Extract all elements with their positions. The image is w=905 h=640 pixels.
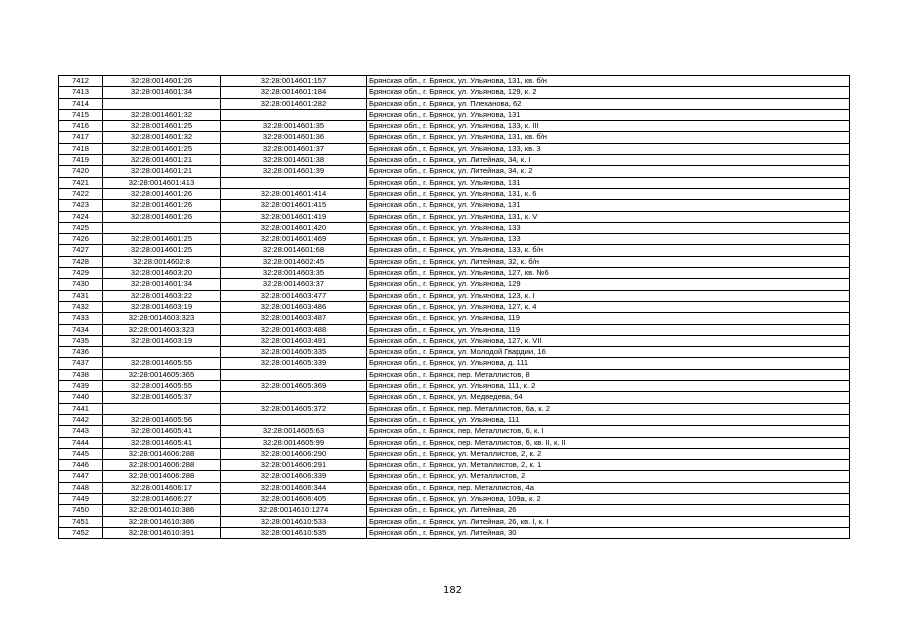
building-cadastral-cell <box>221 177 367 188</box>
row-number-cell: 7413 <box>59 87 103 98</box>
address-cell: Брянская обл., г. Брянск, ул. Ульянова, 127, кв. №6 <box>367 268 850 279</box>
table-row <box>59 222 850 233</box>
parcel-cadastral-cell <box>103 98 221 109</box>
table-row <box>59 143 850 154</box>
parcel-cadastral-cell: 32:28:0014605:56 <box>103 414 221 425</box>
parcel-cadastral-cell: 32:28:0014606:17 <box>103 482 221 493</box>
parcel-cadastral-cell: 32:28:0014601:32 <box>103 109 221 120</box>
row-number-cell: 7452 <box>59 527 103 538</box>
table-row <box>59 301 850 312</box>
address-cell: Брянская обл., г. Брянск, ул. Ульянова, 123, к. I <box>367 290 850 301</box>
parcel-cadastral-cell: 32:28:0014603:323 <box>103 313 221 324</box>
row-number-cell: 7426 <box>59 234 103 245</box>
address-cell: Брянская обл., г. Брянск, пер. Металлистов, 6, кв. II, к. II <box>367 437 850 448</box>
parcel-cadastral-cell: 32:28:0014601:34 <box>103 87 221 98</box>
address-cell: Брянская обл., г. Брянск, ул. Ульянова, 119 <box>367 313 850 324</box>
row-number-cell: 7430 <box>59 279 103 290</box>
row-number-cell: 7451 <box>59 516 103 527</box>
address-cell: Брянская обл., г. Брянск, ул. Медведева, 64 <box>367 392 850 403</box>
parcel-cadastral-cell: 32:28:0014601:21 <box>103 155 221 166</box>
parcel-cadastral-cell: 32:28:0014605:365 <box>103 369 221 380</box>
parcel-cadastral-cell: 32:28:0014601:26 <box>103 188 221 199</box>
parcel-cadastral-cell: 32:28:0014601:34 <box>103 279 221 290</box>
parcel-cadastral-cell: 32:28:0014601:32 <box>103 132 221 143</box>
table-row <box>59 200 850 211</box>
table-row <box>59 313 850 324</box>
row-number-cell: 7417 <box>59 132 103 143</box>
table-row <box>59 505 850 516</box>
row-number-cell: 7431 <box>59 290 103 301</box>
building-cadastral-cell: 32:28:0014603:488 <box>221 324 367 335</box>
parcel-cadastral-cell: 32:28:0014603:323 <box>103 324 221 335</box>
address-cell: Брянская обл., г. Брянск, ул. Литейная, 26, кв. I, к. I <box>367 516 850 527</box>
address-cell: Брянская обл., г. Брянск, ул. Ульянова, д. 111 <box>367 358 850 369</box>
parcel-cadastral-cell: 32:28:0014601:21 <box>103 166 221 177</box>
row-number-cell: 7412 <box>59 76 103 87</box>
row-number-cell: 7419 <box>59 155 103 166</box>
parcel-cadastral-cell: 32:28:0014601:26 <box>103 76 221 87</box>
row-number-cell: 7440 <box>59 392 103 403</box>
table-row <box>59 76 850 87</box>
building-cadastral-cell: 32:28:0014605:369 <box>221 381 367 392</box>
address-cell: Брянская обл., г. Брянск, ул. Литейная, 32, к. б/н <box>367 256 850 267</box>
parcel-cadastral-cell: 32:28:0014602:8 <box>103 256 221 267</box>
parcel-cadastral-cell: 32:28:0014605:55 <box>103 381 221 392</box>
building-cadastral-cell: 32:28:0014605:335 <box>221 347 367 358</box>
parcel-cadastral-cell <box>103 222 221 233</box>
building-cadastral-cell: 32:28:0014610:1274 <box>221 505 367 516</box>
address-cell: Брянская обл., г. Брянск, ул. Ульянова, 131 <box>367 177 850 188</box>
row-number-cell: 7423 <box>59 200 103 211</box>
building-cadastral-cell: 32:28:0014603:487 <box>221 313 367 324</box>
row-number-cell: 7448 <box>59 482 103 493</box>
building-cadastral-cell: 32:28:0014606:405 <box>221 493 367 504</box>
building-cadastral-cell: 32:28:0014606:344 <box>221 482 367 493</box>
parcel-cadastral-cell: 32:28:0014603:20 <box>103 268 221 279</box>
row-number-cell: 7433 <box>59 313 103 324</box>
building-cadastral-cell: 32:28:0014601:415 <box>221 200 367 211</box>
building-cadastral-cell: 32:28:0014603:477 <box>221 290 367 301</box>
table-row <box>59 358 850 369</box>
row-number-cell: 7450 <box>59 505 103 516</box>
building-cadastral-cell: 32:28:0014601:419 <box>221 211 367 222</box>
table-row <box>59 527 850 538</box>
address-cell: Брянская обл., г. Брянск, ул. Ульянова, 109а, к. 2 <box>367 493 850 504</box>
parcel-cadastral-cell: 32:28:0014606:27 <box>103 493 221 504</box>
parcel-cadastral-cell: 32:28:0014601:25 <box>103 245 221 256</box>
row-number-cell: 7439 <box>59 381 103 392</box>
row-number-cell: 7441 <box>59 403 103 414</box>
building-cadastral-cell: 32:28:0014603:486 <box>221 301 367 312</box>
building-cadastral-cell: 32:28:0014601:184 <box>221 87 367 98</box>
row-number-cell: 7424 <box>59 211 103 222</box>
address-cell: Брянская обл., г. Брянск, ул. Литейная, 30 <box>367 527 850 538</box>
building-cadastral-cell: 32:28:0014606:291 <box>221 460 367 471</box>
parcel-cadastral-cell: 32:28:0014601:25 <box>103 234 221 245</box>
row-number-cell: 7437 <box>59 358 103 369</box>
address-cell: Брянская обл., г. Брянск, ул. Ульянова, 129 <box>367 279 850 290</box>
building-cadastral-cell: 32:28:0014601:36 <box>221 132 367 143</box>
row-number-cell: 7429 <box>59 268 103 279</box>
building-cadastral-cell: 32:28:0014601:469 <box>221 234 367 245</box>
row-number-cell: 7414 <box>59 98 103 109</box>
row-number-cell: 7416 <box>59 121 103 132</box>
row-number-cell: 7418 <box>59 143 103 154</box>
address-cell: Брянская обл., г. Брянск, ул. Литейная, 26 <box>367 505 850 516</box>
parcel-cadastral-cell: 32:28:0014601:413 <box>103 177 221 188</box>
address-cell: Брянская обл., г. Брянск, ул. Литейная, 34, к. I <box>367 155 850 166</box>
address-cell: Брянская обл., г. Брянск, ул. Молодой Гвардии, 16 <box>367 347 850 358</box>
table-row <box>59 121 850 132</box>
table-row <box>59 177 850 188</box>
building-cadastral-cell <box>221 414 367 425</box>
building-cadastral-cell <box>221 369 367 380</box>
table-row <box>59 98 850 109</box>
table-row <box>59 87 850 98</box>
address-cell: Брянская обл., г. Брянск, пер. Металлистов, 8 <box>367 369 850 380</box>
address-cell: Брянская обл., г. Брянск, ул. Ульянова, 133 <box>367 222 850 233</box>
parcel-cadastral-cell: 32:28:0014605:41 <box>103 437 221 448</box>
table-row <box>59 109 850 120</box>
table-row <box>59 234 850 245</box>
address-cell: Брянская обл., г. Брянск, ул. Ульянова, 133, к. III <box>367 121 850 132</box>
address-cell: Брянская обл., г. Брянск, ул. Ульянова, 131, к. 6 <box>367 188 850 199</box>
property-table-body <box>59 76 850 539</box>
table-row <box>59 166 850 177</box>
address-cell: Брянская обл., г. Брянск, ул. Ульянова, 131, к. V <box>367 211 850 222</box>
address-cell: Брянская обл., г. Брянск, пер. Металлистов, 6а, к. 2 <box>367 403 850 414</box>
building-cadastral-cell: 32:28:0014601:35 <box>221 121 367 132</box>
building-cadastral-cell: 32:28:0014601:414 <box>221 188 367 199</box>
address-cell: Брянская обл., г. Брянск, ул. Ульянова, 131 <box>367 200 850 211</box>
building-cadastral-cell: 32:28:0014610:535 <box>221 527 367 538</box>
building-cadastral-cell: 32:28:0014605:99 <box>221 437 367 448</box>
table-row <box>59 381 850 392</box>
building-cadastral-cell: 32:28:0014601:68 <box>221 245 367 256</box>
row-number-cell: 7434 <box>59 324 103 335</box>
parcel-cadastral-cell: 32:28:0014603:19 <box>103 301 221 312</box>
table-row <box>59 245 850 256</box>
parcel-cadastral-cell: 32:28:0014606:288 <box>103 460 221 471</box>
building-cadastral-cell <box>221 392 367 403</box>
table-row <box>59 460 850 471</box>
address-cell: Брянская обл., г. Брянск, ул. Плеханова, 62 <box>367 98 850 109</box>
row-number-cell: 7445 <box>59 448 103 459</box>
building-cadastral-cell: 32:28:0014605:372 <box>221 403 367 414</box>
building-cadastral-cell: 32:28:0014603:35 <box>221 268 367 279</box>
table-row <box>59 471 850 482</box>
address-cell: Брянская обл., г. Брянск, ул. Литейная, 34, к. 2 <box>367 166 850 177</box>
address-cell: Брянская обл., г. Брянск, ул. Металлистов, 2, к. 1 <box>367 460 850 471</box>
table-row <box>59 256 850 267</box>
building-cadastral-cell <box>221 109 367 120</box>
address-cell: Брянская обл., г. Брянск, ул. Ульянова, 111 <box>367 414 850 425</box>
row-number-cell: 7438 <box>59 369 103 380</box>
parcel-cadastral-cell: 32:28:0014605:41 <box>103 426 221 437</box>
parcel-cadastral-cell: 32:28:0014601:26 <box>103 211 221 222</box>
building-cadastral-cell: 32:28:0014603:37 <box>221 279 367 290</box>
row-number-cell: 7432 <box>59 301 103 312</box>
building-cadastral-cell: 32:28:0014610:533 <box>221 516 367 527</box>
row-number-cell: 7435 <box>59 335 103 346</box>
row-number-cell: 7428 <box>59 256 103 267</box>
address-cell: Брянская обл., г. Брянск, пер. Металлистов, 6, к. I <box>367 426 850 437</box>
table-row <box>59 482 850 493</box>
table-row <box>59 392 850 403</box>
table-row <box>59 516 850 527</box>
table-row <box>59 290 850 301</box>
address-cell: Брянская обл., г. Брянск, пер. Металлистов, 4а <box>367 482 850 493</box>
building-cadastral-cell: 32:28:0014602:45 <box>221 256 367 267</box>
parcel-cadastral-cell: 32:28:0014605:55 <box>103 358 221 369</box>
address-cell: Брянская обл., г. Брянск, ул. Ульянова, 129, к. 2 <box>367 87 850 98</box>
row-number-cell: 7436 <box>59 347 103 358</box>
table-row <box>59 211 850 222</box>
parcel-cadastral-cell: 32:28:0014601:26 <box>103 200 221 211</box>
table-row <box>59 335 850 346</box>
address-cell: Брянская обл., г. Брянск, ул. Ульянова, 127, к. VII <box>367 335 850 346</box>
row-number-cell: 7415 <box>59 109 103 120</box>
parcel-cadastral-cell: 32:28:0014603:19 <box>103 335 221 346</box>
table-row <box>59 132 850 143</box>
parcel-cadastral-cell: 32:28:0014601:25 <box>103 143 221 154</box>
property-table <box>58 75 850 539</box>
building-cadastral-cell: 32:28:0014601:37 <box>221 143 367 154</box>
row-number-cell: 7421 <box>59 177 103 188</box>
row-number-cell: 7427 <box>59 245 103 256</box>
building-cadastral-cell: 32:28:0014605:63 <box>221 426 367 437</box>
parcel-cadastral-cell: 32:28:0014605:37 <box>103 392 221 403</box>
building-cadastral-cell: 32:28:0014606:339 <box>221 471 367 482</box>
table-row <box>59 347 850 358</box>
parcel-cadastral-cell <box>103 403 221 414</box>
row-number-cell: 7425 <box>59 222 103 233</box>
parcel-cadastral-cell: 32:28:0014606:288 <box>103 448 221 459</box>
building-cadastral-cell: 32:28:0014601:282 <box>221 98 367 109</box>
address-cell: Брянская обл., г. Брянск, ул. Ульянова, 119 <box>367 324 850 335</box>
address-cell: Брянская обл., г. Брянск, ул. Ульянова, 131 <box>367 109 850 120</box>
address-cell: Брянская обл., г. Брянск, ул. Ульянова, 131, кв. б/н <box>367 76 850 87</box>
page-number: 182 <box>442 585 463 596</box>
row-number-cell: 7420 <box>59 166 103 177</box>
row-number-cell: 7444 <box>59 437 103 448</box>
address-cell: Брянская обл., г. Брянск, ул. Металлистов, 2 <box>367 471 850 482</box>
building-cadastral-cell: 32:28:0014601:420 <box>221 222 367 233</box>
building-cadastral-cell: 32:28:0014606:290 <box>221 448 367 459</box>
row-number-cell: 7422 <box>59 188 103 199</box>
row-number-cell: 7442 <box>59 414 103 425</box>
building-cadastral-cell: 32:28:0014601:38 <box>221 155 367 166</box>
table-row <box>59 268 850 279</box>
building-cadastral-cell: 32:28:0014605:339 <box>221 358 367 369</box>
building-cadastral-cell: 32:28:0014603:491 <box>221 335 367 346</box>
table-row <box>59 324 850 335</box>
table-row <box>59 414 850 425</box>
table-row <box>59 403 850 414</box>
table-row <box>59 493 850 504</box>
parcel-cadastral-cell <box>103 347 221 358</box>
parcel-cadastral-cell: 32:28:0014610:391 <box>103 527 221 538</box>
address-cell: Брянская обл., г. Брянск, ул. Ульянова, 131, кв. б/н <box>367 132 850 143</box>
address-cell: Брянская обл., г. Брянск, ул. Ульянова, 133, кв. 3 <box>367 143 850 154</box>
table-row <box>59 188 850 199</box>
table-row <box>59 279 850 290</box>
address-cell: Брянская обл., г. Брянск, ул. Ульянова, 127, к. 4 <box>367 301 850 312</box>
address-cell: Брянская обл., г. Брянск, ул. Металлистов, 2, к. 2 <box>367 448 850 459</box>
address-cell: Брянская обл., г. Брянск, ул. Ульянова, 133 <box>367 234 850 245</box>
parcel-cadastral-cell: 32:28:0014606:288 <box>103 471 221 482</box>
table-row <box>59 437 850 448</box>
table-row <box>59 369 850 380</box>
address-cell: Брянская обл., г. Брянск, ул. Ульянова, 133, к. б/н <box>367 245 850 256</box>
row-number-cell: 7449 <box>59 493 103 504</box>
table-row <box>59 448 850 459</box>
parcel-cadastral-cell: 32:28:0014603:22 <box>103 290 221 301</box>
building-cadastral-cell: 32:28:0014601:39 <box>221 166 367 177</box>
table-row <box>59 426 850 437</box>
building-cadastral-cell: 32:28:0014601:157 <box>221 76 367 87</box>
row-number-cell: 7447 <box>59 471 103 482</box>
address-cell: Брянская обл., г. Брянск, ул. Ульянова, 111, к. 2 <box>367 381 850 392</box>
parcel-cadastral-cell: 32:28:0014610:386 <box>103 505 221 516</box>
row-number-cell: 7446 <box>59 460 103 471</box>
row-number-cell: 7443 <box>59 426 103 437</box>
parcel-cadastral-cell: 32:28:0014601:25 <box>103 121 221 132</box>
parcel-cadastral-cell: 32:28:0014610:386 <box>103 516 221 527</box>
table-row <box>59 155 850 166</box>
